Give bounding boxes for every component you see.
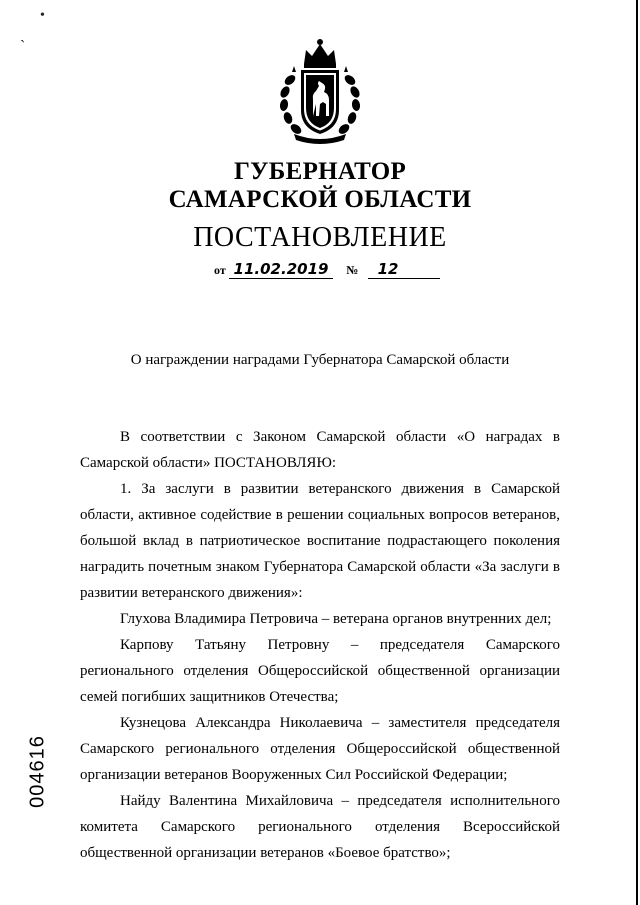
- samara-coat-of-arms-icon: [274, 36, 366, 146]
- date-number-line: [214, 260, 440, 279]
- body-paragraph: 1. За заслуги в развитии ветеранского движения в Самарской области, активное содействие в решении социальных вопросов ветеранов, большой вклад в патриотическое воспитание подрастающего поколения наградить почетным знаком Губернатора Самарской области «За заслуги в развитии ветеранского движения»:: [80, 481, 560, 601]
- body-paragraph: В соответствии с Законом Самарской области «О наградах в Самарской области» ПОСТАНОВЛЯЮ:: [80, 429, 560, 471]
- body-paragraph: Карпову Татьяну Петровну – председателя Самарского регионального отделения Общероссийской общественной организации семей погибших защитников Отечества;: [80, 637, 560, 705]
- scan-mark: •: [40, 8, 45, 23]
- body-paragraph: Кузнецова Александра Николаевича – заместителя председателя Самарского регионального отделения Общероссийской общественной организации ветеранов Вооруженных Сил Российской Федерации;: [80, 715, 560, 783]
- handwritten-date: 11.02.2019: [229, 260, 333, 279]
- issuer-title: ГУБЕРНАТОР: [233, 158, 407, 185]
- form-serial-number: 004616: [26, 735, 49, 808]
- body-paragraph: Найду Валентина Михайловича – председателя исполнительного комитета Самарского регионального отделения Всероссийской общественной организации ветеранов «Боевое братство»;: [80, 793, 560, 861]
- number-prefix: №: [346, 263, 359, 277]
- body-paragraph: Глухова Владимира Петровича – ветерана органов внутренних дел;: [120, 611, 552, 627]
- document-subject: О награждении наградами Губернатора Самарской области: [130, 352, 510, 368]
- handwritten-number: 12: [368, 260, 440, 279]
- scan-mark: ˏ: [20, 26, 26, 43]
- issuer-region: САМАРСКОЙ ОБЛАСТИ: [168, 186, 472, 213]
- document-body: [80, 424, 560, 866]
- document-type: ПОСТАНОВЛЕНИЕ: [193, 222, 447, 253]
- page-edge-line: [636, 0, 638, 905]
- date-prefix: от: [214, 263, 226, 277]
